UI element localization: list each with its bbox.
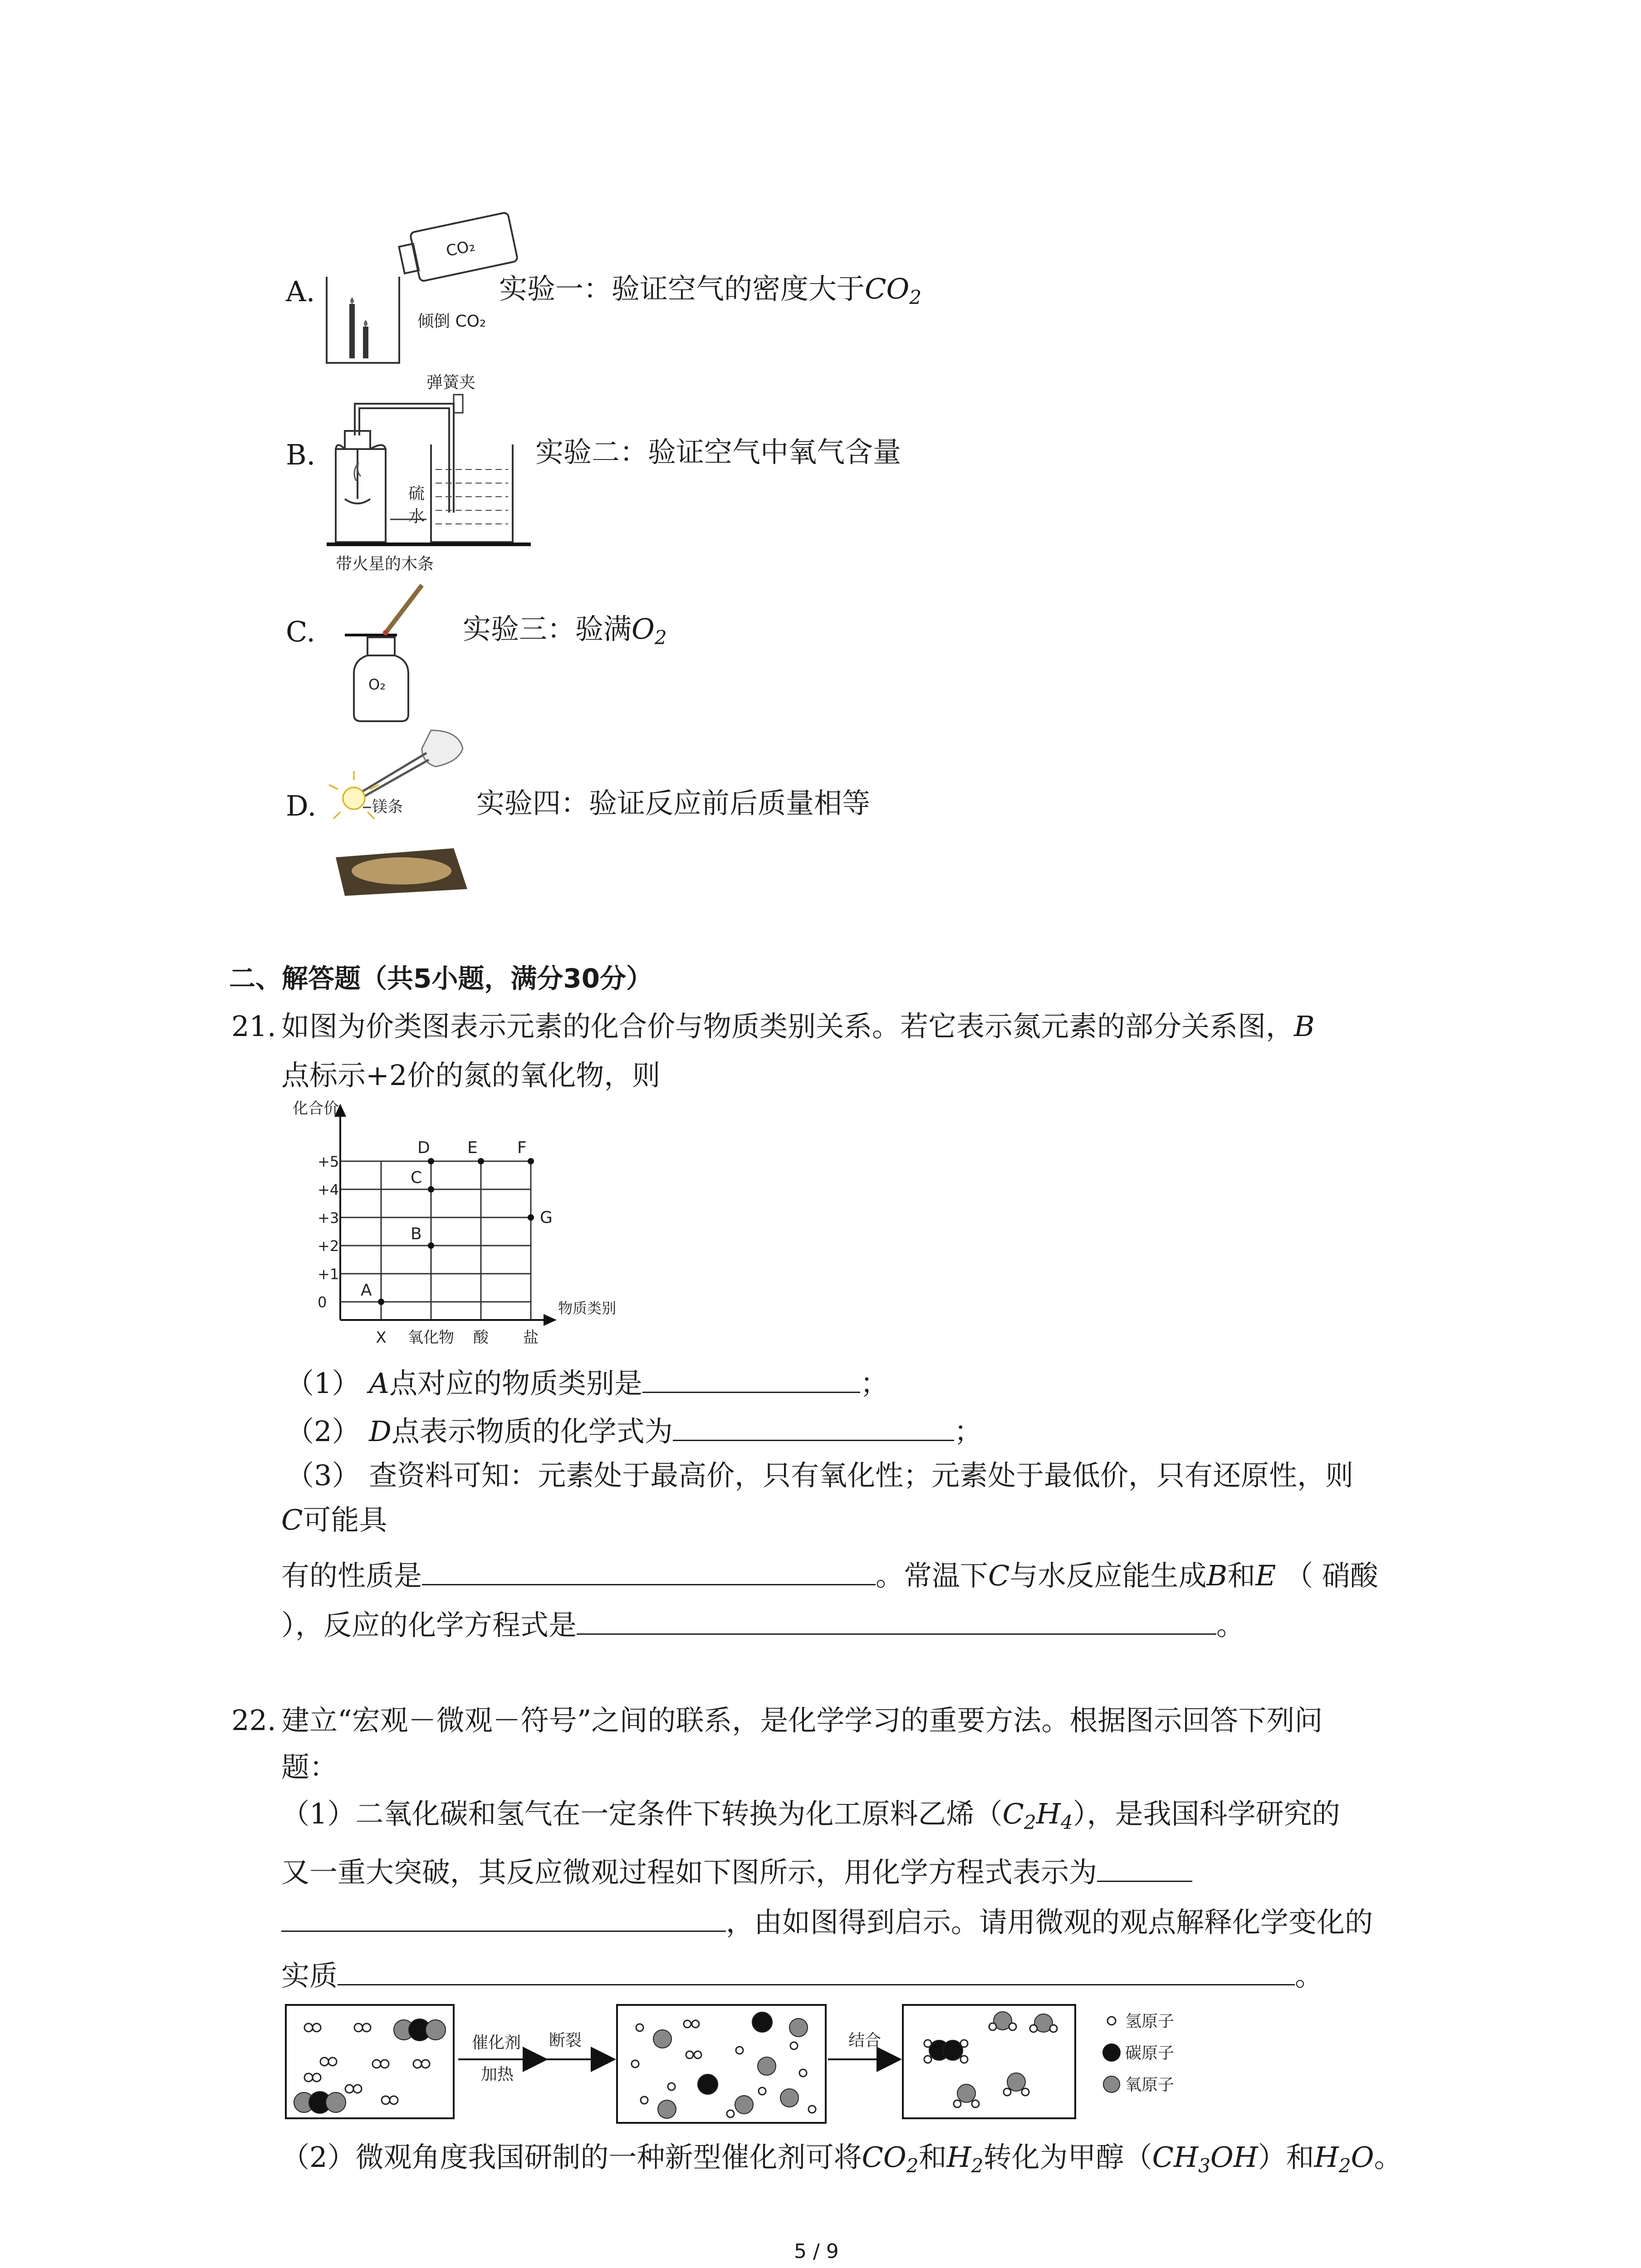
q22-part1-line2: 又一重大突破，其反应微观过程如下图所示，用化学方程式表示为 [281, 1855, 1192, 1887]
point-f [528, 1158, 534, 1164]
point-a [378, 1299, 384, 1305]
glowing-splint-label: 带火星的木条 [336, 555, 434, 573]
o2-bottle-label: O₂ [368, 676, 386, 693]
q21-number: 21. [231, 1010, 276, 1043]
page-number: 5 / 9 [794, 2240, 839, 2263]
y-tick-label: 0 [318, 1294, 327, 1311]
y-axis-label: 化合价 [293, 1100, 339, 1118]
q21-part1-answer-blank[interactable] [642, 1366, 860, 1393]
oxygen-content-apparatus [318, 363, 554, 553]
reaction-micro-diagram [281, 1996, 1352, 2132]
break-label: 断裂 [549, 2031, 582, 2050]
point-label-b: B [411, 1225, 422, 1243]
q21-part3-line4: ），反应的化学方程式是 。 [281, 1608, 1245, 1642]
q22-equation-blank-b[interactable] [281, 1905, 726, 1932]
spring-clamp-label: 弹簧夹 [426, 373, 476, 392]
q21-part3-equation-blank[interactable] [577, 1608, 1216, 1635]
point-label-e: E [467, 1139, 478, 1157]
heating-label: 加热 [481, 2065, 514, 2084]
section-title: 二、解答题（共5小题，满分30分） [229, 963, 653, 994]
q21-part2: （2） D点表示物质的化学式为 ； [286, 1414, 982, 1448]
y-tick-label: +3 [318, 1209, 339, 1227]
option-a-letter: A. [286, 275, 315, 308]
legend-hydrogen: 氢原子 [1125, 2012, 1175, 2031]
y-tick-label: +2 [318, 1237, 339, 1255]
point-label-g: G [540, 1208, 553, 1227]
magnesium-label: 镁条 [372, 798, 403, 816]
y-tick-label: +5 [318, 1153, 339, 1170]
q21-part3-line3: 有的性质是 。常温下C与水反应能生成B和E （ 硝酸 [281, 1559, 1378, 1592]
q22-stem-line2: 题： [281, 1750, 338, 1784]
valence-class-chart [272, 1098, 617, 1352]
q22-part1-line1: （1）二氧化碳和氢气在一定条件下转换为化工原料乙烯$(C_2H_4)$，是我国科学研究的 [281, 1797, 1340, 1833]
y-tick-label: +1 [318, 1266, 339, 1283]
option-c-letter: C. [286, 615, 315, 648]
q21-part2-answer-blank[interactable] [673, 1414, 954, 1441]
co2-pouring-figure [318, 218, 508, 367]
point-g [528, 1214, 534, 1221]
magnesium-burning-figure [318, 721, 490, 898]
option-a-text: 实验一：验证空气的密度大于$CO_2$ [499, 272, 922, 308]
q22-equation-blank-a[interactable] [1097, 1855, 1192, 1882]
q22-essence-blank[interactable] [338, 1959, 1295, 1985]
y-tick-label: +4 [318, 1181, 339, 1198]
option-d-text: 实验四：验证反应前后质量相等 [476, 787, 871, 820]
point-d [428, 1158, 434, 1164]
x-tick-label: 酸 [473, 1329, 489, 1347]
option-b-text: 实验二：验证空气中氧气含量 [535, 435, 901, 469]
point-label-f: F [517, 1139, 527, 1157]
point-e [478, 1158, 484, 1164]
q21-part3-line2: C可能具 [281, 1503, 387, 1536]
q21-stem-line1: 如图为价类图表示元素的化合价与物质类别关系。若它表示氮元素的部分关系图，B [281, 1010, 1315, 1043]
co2-bottle-label: CO₂ [444, 236, 477, 261]
option-b-letter: B. [286, 438, 316, 471]
point-c [428, 1186, 434, 1193]
point-b [428, 1242, 434, 1249]
option-d-letter: D. [286, 789, 317, 822]
legend-oxygen: 氧原子 [1125, 2076, 1175, 2094]
q21-part1: （1） A点对应的物质类别是 ； [286, 1366, 888, 1400]
x-tick-label: 盐 [523, 1329, 539, 1347]
legend-carbon: 碳原子 [1125, 2044, 1175, 2063]
sulfur-label: 硫 [408, 484, 425, 503]
option-c-text: 实验三：验满$O_2$ [463, 612, 667, 649]
q21-part3-property-blank[interactable] [422, 1559, 876, 1585]
point-label-a: A [361, 1281, 372, 1300]
point-label-d: D [417, 1139, 430, 1157]
q22-part1-line3: ，由如图得到启示。请用微观的观点解释化学变化的 [281, 1905, 1373, 1936]
q21-part3-line1: （3） 查资料可知：元素处于最高价，只有氧化性；元素处于最低价，只有还原性，则 [286, 1459, 1354, 1492]
co2-pour-caption: 倾倒 CO₂ [417, 312, 486, 331]
q21-stem-line2: 点标示+2价的氮的氧化物，则 [281, 1059, 661, 1092]
q22-part1-line4: 实质 。 [281, 1959, 1323, 1992]
q22-stem-line1: 建立“宏观－微观－符号”之间的联系，是化学学习的重要方法。根据图示回答下列问 [281, 1704, 1323, 1737]
q22-part2: （2）微观角度我国研制的一种新型催化剂可将$CO_2$和$H_2$转化为甲醇$(CH_3OH)$和$H_2O$。 [281, 2141, 1402, 2177]
water-label: 水 [408, 507, 425, 526]
combine-label: 结合 [848, 2031, 882, 2050]
q22-number: 22. [231, 1704, 276, 1737]
catalyst-label: 催化剂 [472, 2033, 521, 2052]
x-tick-label: 氧化物 [408, 1329, 454, 1347]
point-label-c: C [411, 1168, 422, 1187]
x-axis-label: 物质类别 [558, 1300, 617, 1317]
x-tick-label: X [376, 1329, 387, 1347]
